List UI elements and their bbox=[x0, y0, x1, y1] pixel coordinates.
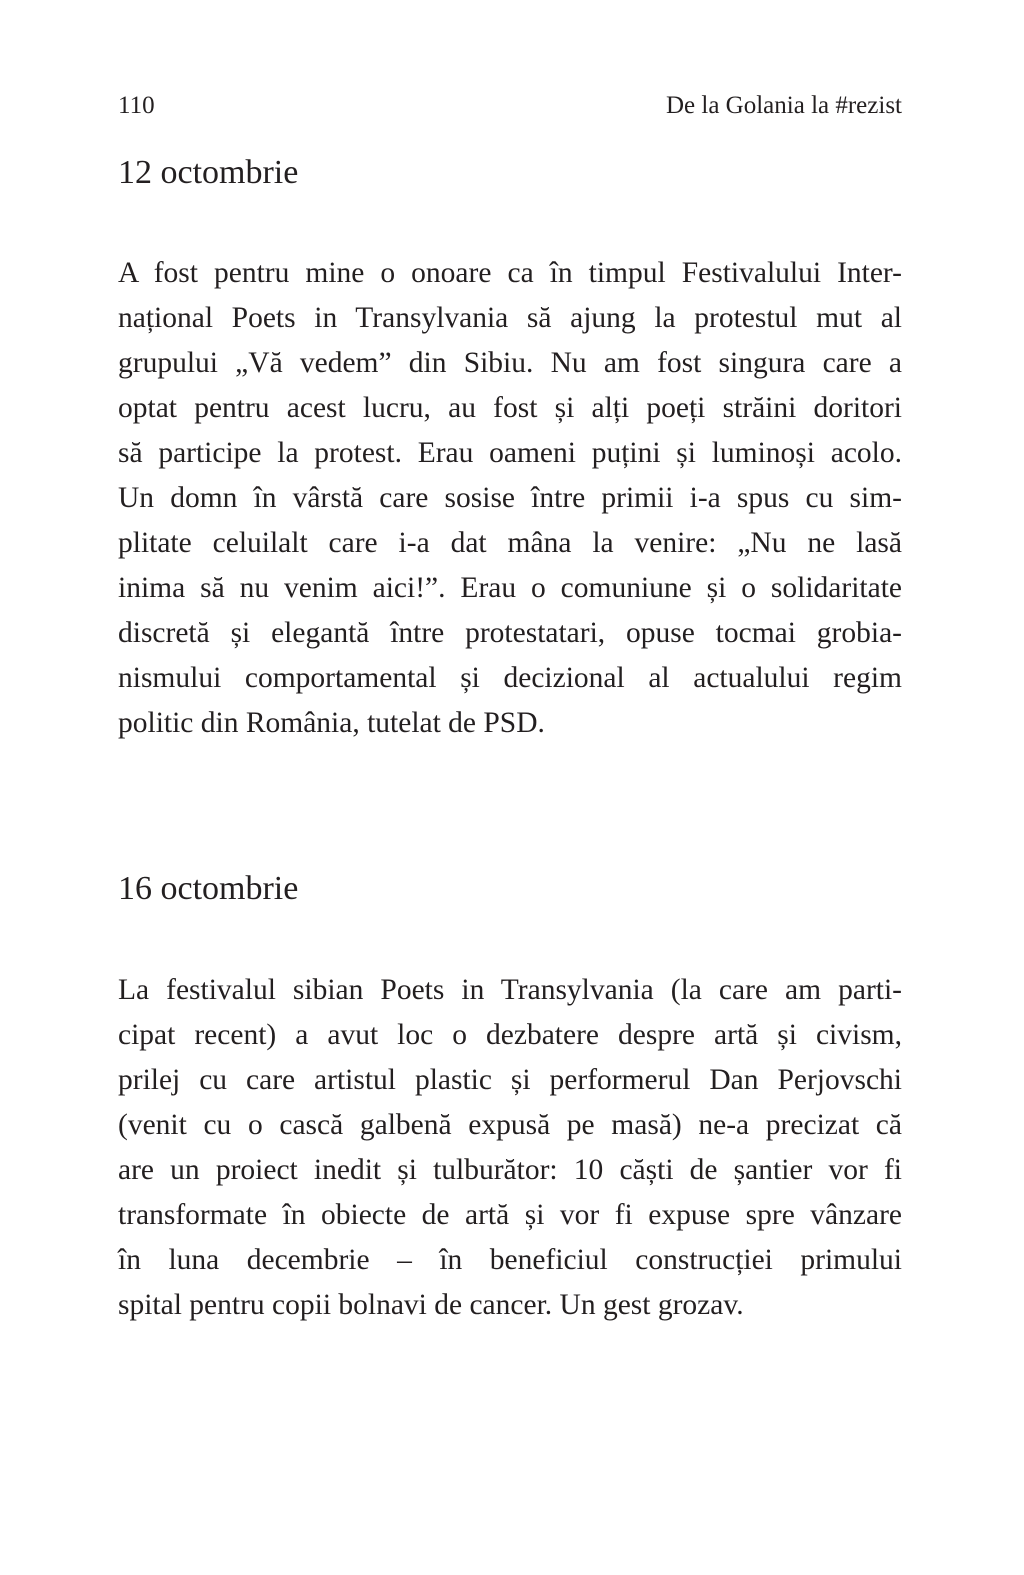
text-line: A fost pentru mine o onoare ca în timpul Festivalului Inter- bbox=[118, 257, 902, 289]
section-heading: 16 octombrie bbox=[118, 870, 299, 907]
text-line: nismului comportamental și decizional al actualului regim bbox=[118, 662, 902, 694]
text-line: inima să nu venim aici!”. Erau o comuniune și o solidaritate bbox=[118, 572, 902, 604]
text-line: cipat recent) a avut loc o dezbatere despre artă și civism, bbox=[118, 1019, 902, 1051]
text-line: discretă și elegantă între protestatari, opuse tocmai grobia- bbox=[118, 617, 902, 649]
text-line: grupului „Vă vedem” din Sibiu. Nu am fost singura care a bbox=[118, 347, 902, 379]
text-line: în luna decembrie – în beneficiul construcției primului bbox=[118, 1244, 902, 1276]
section-heading: 12 octombrie bbox=[118, 154, 299, 191]
section-paragraph bbox=[118, 251, 902, 746]
text-line: (venit cu o cască galbenă expusă pe masă) ne-a precizat că bbox=[118, 1109, 902, 1141]
text-line: să participe la protest. Erau oameni puțini și luminoși acolo. bbox=[118, 437, 902, 469]
text-line: prilej cu care artistul plastic și performerul Dan Perjovschi bbox=[118, 1064, 902, 1096]
text-line: spital pentru copii bolnavi de cancer. Un gest grozav. bbox=[118, 1289, 744, 1321]
text-line: transformate în obiecte de artă și vor fi expuse spre vânzare bbox=[118, 1199, 902, 1231]
text-line: politic din România, tutelat de PSD. bbox=[118, 707, 545, 739]
text-line: optat pentru acest lucru, au fost și alți poeți străini doritori bbox=[118, 392, 902, 424]
text-line: are un proiect inedit și tulburător: 10 căști de șantier vor fi bbox=[118, 1154, 902, 1186]
text-line: La festivalul sibian Poets in Transylvania (la care am parti- bbox=[118, 974, 902, 1006]
page-number: 110 bbox=[118, 92, 155, 119]
section-paragraph bbox=[118, 968, 902, 1328]
text-line: național Poets in Transylvania să ajung la protestul mut al bbox=[118, 302, 902, 334]
text-line: Un domn în vârstă care sosise între primii i-a spus cu sim- bbox=[118, 482, 902, 514]
text-line: plitate celuilalt care i-a dat mâna la venire: „Nu ne lasă bbox=[118, 527, 902, 559]
running-title: De la Golania la #rezist bbox=[665, 92, 902, 119]
